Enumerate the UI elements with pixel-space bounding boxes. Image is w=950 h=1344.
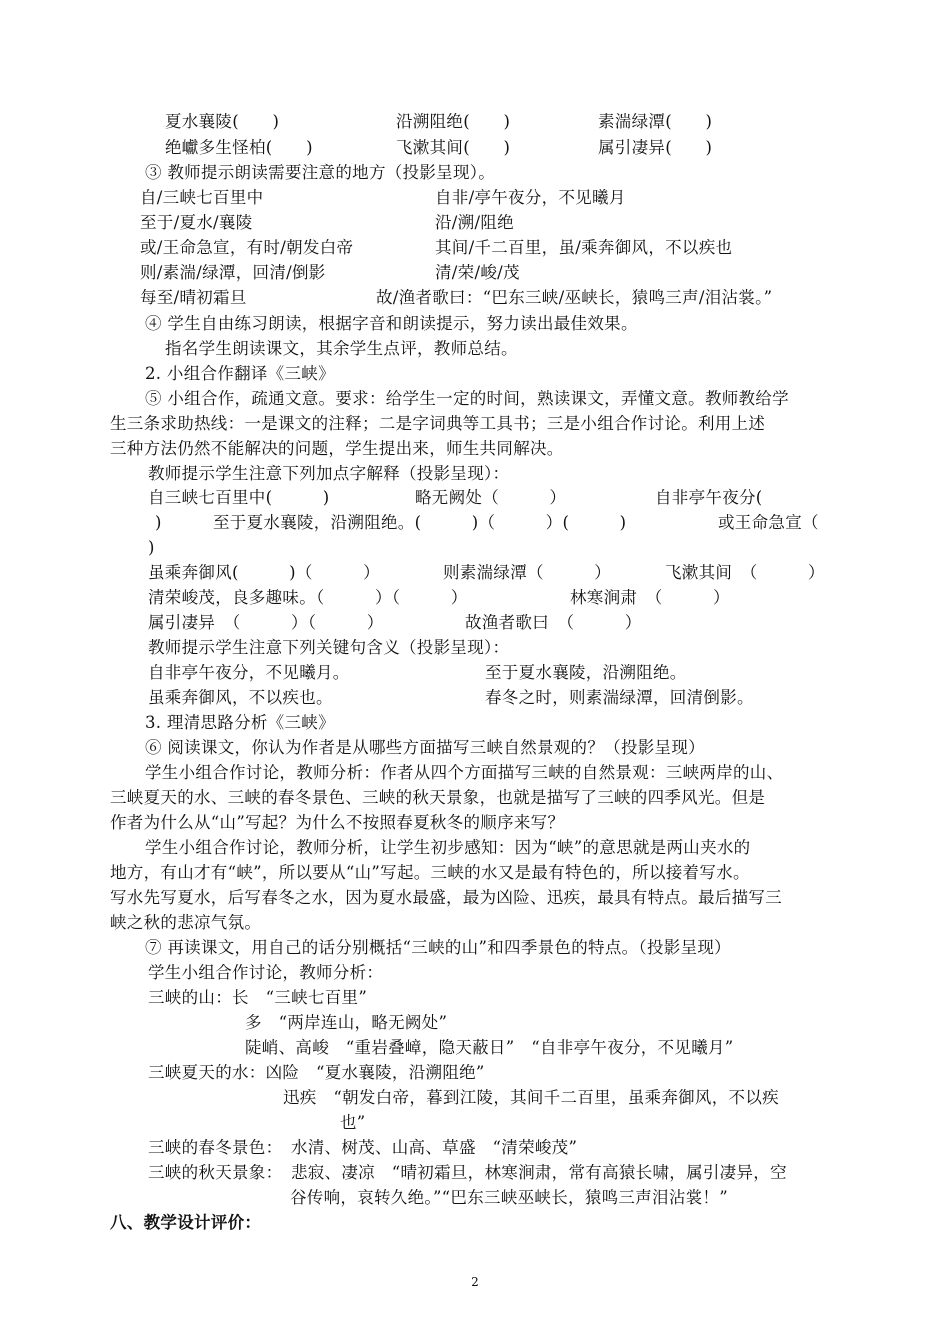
word-item: 略无阙处（ ） <box>415 488 567 507</box>
word-title: 教师提示学生注意下列加点字解释（投影呈现）： <box>148 464 510 483</box>
pause-left: 自/三峡七百里中 <box>140 188 264 207</box>
step-3-title: ③ 教师提示朗读需要注意的地方（投影呈现）。 <box>145 163 496 182</box>
vocab-item: 飞漱其间( ) <box>396 138 511 157</box>
sentence-item: 自非亭午夜分，不见曦月。 <box>148 663 350 682</box>
spring-winter-line: 三峡的春冬景色： 水清、树茂、山高、草盛 “清荣峻茂” <box>148 1138 578 1157</box>
paragraph-line: 写水先写夏水，后写春冬之水，因为夏水最盛，最为凶险、迅疾，最具有特点。最后描写三 <box>110 888 782 907</box>
paragraph-line: 峡之秋的悲凉气氛。 <box>110 913 262 932</box>
sentence-item: 虽乘奔御风，不以疾也。 <box>148 688 333 707</box>
autumn-line: 三峡的秋天景象： 悲寂、凄凉 “晴初霜旦，林寒涧肃，常有高猿长啸，属引凄异，空 <box>148 1163 787 1182</box>
sentence-title: 教师提示学生注意下列关键句含义（投影呈现）： <box>148 638 510 657</box>
word-item: 清荣峻茂，良多趣味。（ ）（ ） <box>148 588 468 607</box>
vocab-item: 绝巘多生怪柏( ) <box>165 138 313 157</box>
word-item: 属引凄异 （ ）（ ） <box>148 613 384 632</box>
vocab-item: 素湍绿潭( ) <box>598 112 713 131</box>
water-line: 也” <box>340 1113 366 1132</box>
pause-left: 至于/夏水/襄陵 <box>140 213 253 232</box>
vocab-item: 属引凄异( ) <box>598 138 713 157</box>
word-item: 虽乘奔御风( )（ ） <box>148 563 380 582</box>
word-item: 飞漱其间 （ ） <box>665 563 825 582</box>
word-item: 故渔者歌曰 （ ） <box>465 613 642 632</box>
paragraph-line: 学生小组合作讨论，教师分析：作者从四个方面描写三峡的自然景观：三峡两岸的山、 <box>145 763 784 782</box>
step-5-line: ⑤ 小组合作，疏通文意。要求：给学生一定的时间，熟读课文，弄懂文意。教师教给学 <box>145 389 789 408</box>
step-7-title: ⑦ 再读课文，用自己的话分别概括“三峡的山”和四季景色的特点。（投影呈现） <box>145 938 731 957</box>
section-8-title: 八、教学设计评价： <box>110 1213 262 1232</box>
word-item: 林寒涧肃 （ ） <box>570 588 730 607</box>
sentence-item: 春冬之时，则素湍绿潭，回清倒影。 <box>485 688 754 707</box>
step-5-line: 三种方法仍然不能解决的问题，学生提出来，师生共同解决。 <box>110 439 564 458</box>
pause-left: 则/素湍/绿潭，回清/倒影 <box>140 263 326 282</box>
mountain-line: 多 “两岸连山，略无阙处” <box>245 1013 448 1032</box>
pause-right: 其间/千二百里，虽/乘奔御风，不以疾也 <box>435 238 733 257</box>
pause-right: 自非/亭午夜分，不见曦月 <box>435 188 626 207</box>
step-5-line: 生三条求助热线：一是课文的注释；二是字词典等工具书；三是小组合作讨论。利用上述 <box>110 414 766 433</box>
word-item: 或王命急宣（ <box>718 513 819 532</box>
step-4-text: ④ 学生自由练习朗读，根据字音和朗读提示，努力读出最佳效果。 <box>145 314 638 333</box>
word-item: 自三峡七百里中( ) <box>148 488 330 507</box>
pause-right: 故/渔者歌曰：“巴东三峡/巫峡长，猿鸣三声/泪沾裳。” <box>376 288 773 307</box>
step-6-title: ⑥ 阅读课文，你认为作者是从哪些方面描写三峡自然景观的？（投影呈现） <box>145 738 705 757</box>
section-3-title: 3. 理清思路分析《三峡》 <box>145 713 335 732</box>
word-item: 自非亭午夜分( <box>655 488 763 507</box>
pause-right: 清/荣/峻/茂 <box>435 263 520 282</box>
word-item: 至于夏水襄陵，沿溯阻绝。( )（ ）( ) <box>213 513 627 532</box>
pause-right: 沿/溯/阻绝 <box>435 213 514 232</box>
mountain-line: 陡峭、高峻 “重岩叠嶂，隐天蔽日” “自非亭午夜分，不见曦月” <box>245 1038 734 1057</box>
paragraph-line: 三峡夏天的水、三峡的春冬景色、三峡的秋天景象，也就是描写了三峡的四季风光。但是 <box>110 788 766 807</box>
section-2-title: 2. 小组合作翻译《三峡》 <box>145 364 335 383</box>
water-line: 迅疾 “朝发白帝，暮到江陵，其间千二百里，虽乘奔御风，不以疾 <box>283 1088 779 1107</box>
page-number: 2 <box>471 1275 479 1289</box>
vocab-item: 夏水襄陵( ) <box>165 112 280 131</box>
word-item: 则素湍绿潭（ ） <box>443 563 611 582</box>
paragraph-line: 作者为什么从“山”写起？为什么不按照春夏秋冬的顺序来写？ <box>110 813 565 832</box>
analysis-intro: 学生小组合作讨论，教师分析： <box>148 963 384 982</box>
word-item: ) <box>155 513 162 532</box>
vocab-item: 沿溯阻绝( ) <box>396 112 511 131</box>
pause-left: 每至/晴初霜旦 <box>140 288 247 307</box>
sentence-item: 至于夏水襄陵，沿溯阻绝。 <box>485 663 687 682</box>
pause-left: 或/王命急宣，有时/朝发白帝 <box>140 238 354 257</box>
paragraph-line: 学生小组合作讨论，教师分析，让学生初步感知：因为“峡”的意思就是两山夹水的 <box>145 838 751 857</box>
mountain-line: 三峡的山：长 “三峡七百里” <box>148 988 368 1007</box>
paragraph-line: 地方，有山才有“峡”，所以要从“山”写起。三峡的水又是最有特色的，所以接着写水。 <box>110 863 750 882</box>
step-4-sub: 指名学生朗读课文，其余学生点评，教师总结。 <box>165 339 518 358</box>
water-line: 三峡夏天的水：凶险 “夏水襄陵，沿溯阻绝” <box>148 1063 485 1082</box>
word-row-3: ) <box>148 538 155 557</box>
autumn-line: 谷传响，哀转久绝。”“巴东三峡巫峡长，猿鸣三声泪沾裳！” <box>290 1188 728 1207</box>
